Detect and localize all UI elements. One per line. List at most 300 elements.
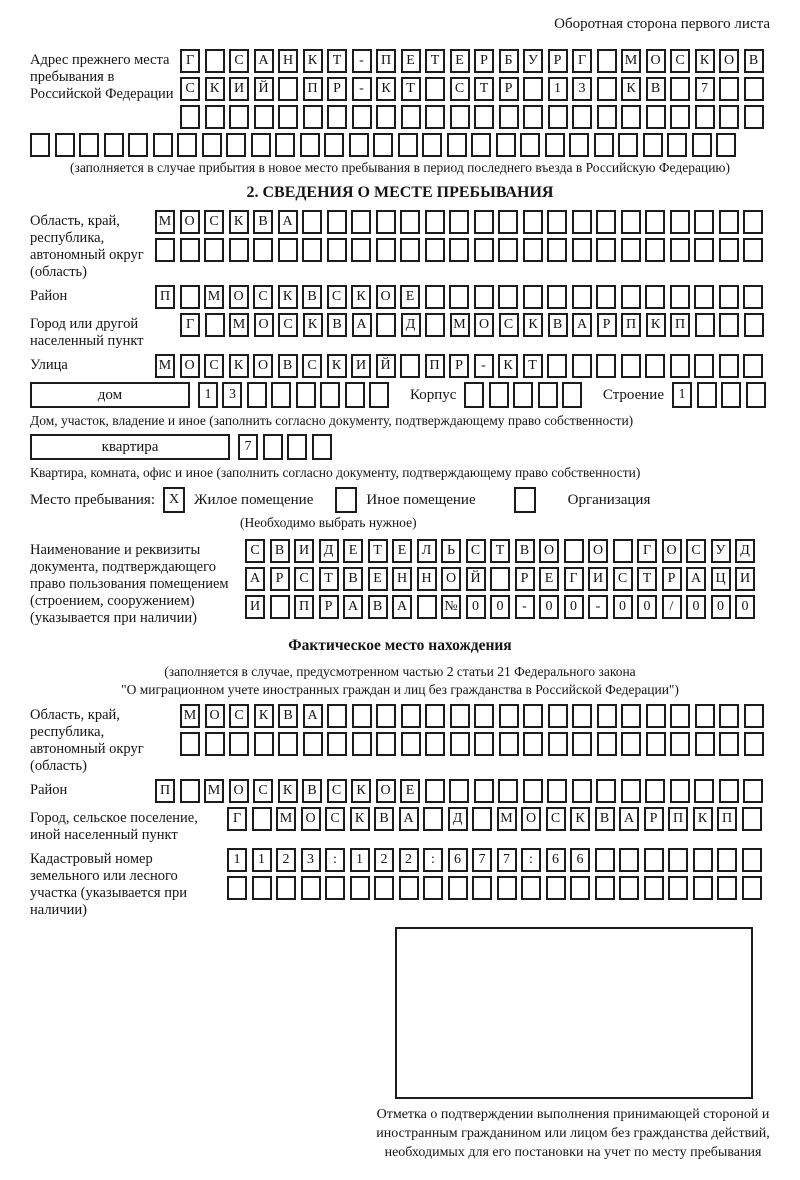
char-box[interactable] [667,133,687,157]
char-box[interactable] [645,210,665,234]
char-box[interactable]: 1 [227,848,247,872]
char-box[interactable]: Р [474,49,494,73]
char-box[interactable] [376,313,396,337]
char-box[interactable]: Т [368,539,388,563]
char-box[interactable]: С [613,567,633,591]
char-box[interactable]: П [303,77,323,101]
house-field-box[interactable] [30,382,190,408]
char-box[interactable] [425,77,445,101]
char-box[interactable]: О [474,313,494,337]
char-box[interactable]: П [155,285,175,309]
char-box[interactable] [226,133,246,157]
char-box[interactable] [719,238,739,262]
char-box[interactable]: 2 [276,848,296,872]
char-box[interactable]: Т [523,354,543,378]
char-box[interactable] [546,876,566,900]
char-box[interactable]: - [515,595,535,619]
char-box[interactable] [523,779,543,803]
char-box[interactable]: В [595,807,615,831]
char-box[interactable] [743,285,763,309]
char-box[interactable] [523,77,543,101]
char-box[interactable]: В [343,567,363,591]
char-box[interactable] [489,382,509,408]
char-box[interactable]: О [646,49,666,73]
char-box[interactable] [55,133,75,157]
char-box[interactable] [719,313,739,337]
char-box[interactable]: Й [466,567,486,591]
char-box[interactable] [716,133,736,157]
char-box[interactable]: К [498,354,518,378]
char-box[interactable]: Г [227,807,247,831]
char-box[interactable]: Л [417,539,437,563]
char-box[interactable]: С [450,77,470,101]
char-box[interactable]: М [155,354,175,378]
char-box[interactable] [719,704,739,728]
char-box[interactable] [180,285,200,309]
char-box[interactable] [572,704,592,728]
char-box[interactable] [376,238,396,262]
char-box[interactable] [742,807,762,831]
char-box[interactable] [548,704,568,728]
char-box[interactable]: А [303,704,323,728]
char-box[interactable] [644,848,664,872]
char-box[interactable]: С [245,539,265,563]
char-box[interactable] [229,105,249,129]
char-box[interactable]: О [254,313,274,337]
char-box[interactable] [719,77,739,101]
char-box[interactable] [229,238,249,262]
char-box[interactable]: Е [401,49,421,73]
char-box[interactable] [645,779,665,803]
char-box[interactable] [596,779,616,803]
char-box[interactable]: С [229,704,249,728]
char-box[interactable] [278,238,298,262]
char-box[interactable]: М [276,807,296,831]
char-box[interactable] [128,133,148,157]
char-box[interactable] [693,876,713,900]
char-box[interactable] [621,779,641,803]
char-box[interactable]: / [662,595,682,619]
char-box[interactable] [202,133,222,157]
char-box[interactable] [464,382,484,408]
char-box[interactable] [320,382,340,408]
char-box[interactable] [498,779,518,803]
char-box[interactable] [449,285,469,309]
char-box[interactable] [327,210,347,234]
char-box[interactable] [619,848,639,872]
char-box[interactable]: О [229,285,249,309]
char-box[interactable]: Е [368,567,388,591]
char-box[interactable] [743,210,763,234]
char-box[interactable] [572,779,592,803]
char-box[interactable] [670,238,690,262]
char-box[interactable]: О [180,354,200,378]
char-box[interactable]: В [253,210,273,234]
char-box[interactable]: Р [515,567,535,591]
char-box[interactable] [670,354,690,378]
char-box[interactable] [327,238,347,262]
char-box[interactable] [538,382,558,408]
char-box[interactable] [498,210,518,234]
char-box[interactable] [597,732,617,756]
char-box[interactable] [449,779,469,803]
char-box[interactable]: Ц [711,567,731,591]
char-box[interactable] [449,238,469,262]
char-box[interactable]: И [351,354,371,378]
char-box[interactable]: 7 [238,434,258,460]
char-box[interactable]: Д [401,313,421,337]
char-box[interactable]: И [735,567,755,591]
char-box[interactable] [349,133,369,157]
char-box[interactable]: С [325,807,345,831]
char-box[interactable] [327,105,347,129]
char-box[interactable]: А [254,49,274,73]
char-box[interactable] [645,238,665,262]
char-box[interactable]: Е [450,49,470,73]
char-box[interactable] [376,732,396,756]
char-box[interactable]: С [499,313,519,337]
char-box[interactable]: С [670,49,690,73]
char-box[interactable]: В [548,313,568,337]
char-box[interactable] [450,105,470,129]
char-box[interactable] [425,238,445,262]
char-box[interactable]: Е [400,285,420,309]
char-box[interactable] [247,382,267,408]
char-box[interactable] [447,133,467,157]
char-box[interactable] [104,133,124,157]
char-box[interactable]: 0 [564,595,584,619]
char-box[interactable]: 0 [613,595,633,619]
char-box[interactable]: Д [319,539,339,563]
char-box[interactable] [697,382,717,408]
char-box[interactable] [471,133,491,157]
char-box[interactable]: К [523,313,543,337]
char-box[interactable]: А [392,595,412,619]
char-box[interactable] [423,876,443,900]
char-box[interactable]: 1 [252,848,272,872]
char-box[interactable] [547,210,567,234]
char-box[interactable]: Н [417,567,437,591]
char-box[interactable] [474,285,494,309]
char-box[interactable]: С [253,779,273,803]
char-box[interactable]: С [466,539,486,563]
char-box[interactable] [204,238,224,262]
char-box[interactable] [301,876,321,900]
char-box[interactable]: А [572,313,592,337]
char-box[interactable] [401,704,421,728]
char-box[interactable] [180,238,200,262]
char-box[interactable]: М [497,807,517,831]
char-box[interactable] [327,732,347,756]
char-box[interactable] [597,49,617,73]
char-box[interactable]: С [302,354,322,378]
char-box[interactable]: О [253,354,273,378]
char-box[interactable]: - [474,354,494,378]
char-box[interactable] [572,105,592,129]
char-box[interactable]: П [670,313,690,337]
char-box[interactable] [548,105,568,129]
char-box[interactable]: О [229,779,249,803]
char-box[interactable]: С [180,77,200,101]
char-box[interactable] [618,133,638,157]
char-box[interactable] [263,434,283,460]
char-box[interactable] [742,876,762,900]
char-box[interactable] [450,732,470,756]
char-box[interactable]: О [719,49,739,73]
char-box[interactable] [513,382,533,408]
char-box[interactable] [694,354,714,378]
char-box[interactable] [450,704,470,728]
char-box[interactable] [271,382,291,408]
char-box[interactable] [562,382,582,408]
char-box[interactable]: 0 [711,595,731,619]
char-box[interactable] [398,133,418,157]
char-box[interactable]: П [621,313,641,337]
char-box[interactable]: К [570,807,590,831]
char-box[interactable]: П [155,779,175,803]
char-box[interactable] [595,848,615,872]
char-box[interactable] [621,238,641,262]
char-box[interactable] [645,354,665,378]
char-box[interactable]: - [352,77,372,101]
char-box[interactable]: В [744,49,764,73]
char-box[interactable] [278,732,298,756]
char-box[interactable]: Р [270,567,290,591]
char-box[interactable] [350,876,370,900]
char-box[interactable]: О [521,807,541,831]
char-box[interactable]: К [327,354,347,378]
char-box[interactable] [572,354,592,378]
char-box[interactable] [743,238,763,262]
char-box[interactable] [613,539,633,563]
char-box[interactable]: М [155,210,175,234]
char-box[interactable] [399,876,419,900]
char-box[interactable] [401,105,421,129]
char-box[interactable]: Г [572,49,592,73]
char-box[interactable]: А [686,567,706,591]
char-box[interactable] [205,105,225,129]
char-box[interactable] [351,238,371,262]
char-box[interactable] [499,704,519,728]
char-box[interactable] [743,779,763,803]
char-box[interactable]: 1 [350,848,370,872]
char-box[interactable] [596,285,616,309]
char-box[interactable]: И [294,539,314,563]
char-box[interactable]: О [301,807,321,831]
char-box[interactable]: Т [401,77,421,101]
char-box[interactable] [646,732,666,756]
char-box[interactable]: И [588,567,608,591]
char-box[interactable]: 0 [466,595,486,619]
char-box[interactable] [594,133,614,157]
char-box[interactable]: Т [474,77,494,101]
char-box[interactable] [474,732,494,756]
char-box[interactable]: Ь [441,539,461,563]
char-box[interactable] [300,133,320,157]
char-box[interactable]: Н [392,567,412,591]
char-box[interactable]: Т [490,539,510,563]
char-box[interactable]: Н [278,49,298,73]
char-box[interactable]: М [180,704,200,728]
char-box[interactable] [351,210,371,234]
char-box[interactable]: 3 [572,77,592,101]
char-box[interactable]: Т [327,49,347,73]
char-box[interactable] [719,732,739,756]
char-box[interactable] [670,732,690,756]
stay-option-checkbox-organization[interactable] [514,487,536,513]
char-box[interactable]: 0 [686,595,706,619]
char-box[interactable] [474,779,494,803]
char-box[interactable]: П [294,595,314,619]
char-box[interactable]: № [441,595,461,619]
char-box[interactable] [619,876,639,900]
char-box[interactable] [251,133,271,157]
char-box[interactable] [693,848,713,872]
char-box[interactable] [376,210,396,234]
char-box[interactable]: Е [539,567,559,591]
char-box[interactable]: С [229,49,249,73]
char-box[interactable] [400,354,420,378]
char-box[interactable] [548,732,568,756]
char-box[interactable] [499,105,519,129]
char-box[interactable] [564,539,584,563]
char-box[interactable] [499,732,519,756]
char-box[interactable] [644,876,664,900]
char-box[interactable] [695,105,715,129]
char-box[interactable] [422,133,442,157]
char-box[interactable] [670,105,690,129]
char-box[interactable] [205,732,225,756]
char-box[interactable]: К [229,210,249,234]
char-box[interactable]: О [539,539,559,563]
char-box[interactable] [425,285,445,309]
char-box[interactable] [352,704,372,728]
char-box[interactable]: А [619,807,639,831]
char-box[interactable] [523,704,543,728]
char-box[interactable] [645,285,665,309]
char-box[interactable]: А [343,595,363,619]
char-box[interactable] [572,285,592,309]
char-box[interactable] [596,354,616,378]
char-box[interactable]: К [229,354,249,378]
char-box[interactable] [303,105,323,129]
char-box[interactable]: 0 [539,595,559,619]
char-box[interactable]: - [588,595,608,619]
char-box[interactable] [153,133,173,157]
char-box[interactable]: О [441,567,461,591]
char-box[interactable] [180,105,200,129]
char-box[interactable] [692,133,712,157]
char-box[interactable]: К [350,807,370,831]
char-box[interactable] [276,876,296,900]
char-box[interactable]: 1 [548,77,568,101]
char-box[interactable]: 1 [198,382,218,408]
char-box[interactable] [670,77,690,101]
char-box[interactable]: В [327,313,347,337]
char-box[interactable]: С [278,313,298,337]
char-box[interactable]: 7 [472,848,492,872]
char-box[interactable]: В [302,779,322,803]
char-box[interactable]: К [621,77,641,101]
char-box[interactable]: Й [376,354,396,378]
char-box[interactable]: Г [637,539,657,563]
char-box[interactable]: Г [564,567,584,591]
char-box[interactable]: О [662,539,682,563]
char-box[interactable] [425,779,445,803]
char-box[interactable] [425,313,445,337]
char-box[interactable] [572,210,592,234]
char-box[interactable] [252,807,272,831]
char-box[interactable] [448,876,468,900]
char-box[interactable] [621,210,641,234]
char-box[interactable] [312,434,332,460]
char-box[interactable] [547,779,567,803]
char-box[interactable]: У [523,49,543,73]
char-box[interactable]: О [588,539,608,563]
char-box[interactable] [278,105,298,129]
char-box[interactable] [425,732,445,756]
char-box[interactable]: Р [644,807,664,831]
char-box[interactable] [270,595,290,619]
char-box[interactable] [547,354,567,378]
char-box[interactable]: 0 [637,595,657,619]
char-box[interactable] [621,704,641,728]
char-box[interactable] [621,105,641,129]
char-box[interactable] [744,732,764,756]
char-box[interactable]: К [254,704,274,728]
char-box[interactable]: А [352,313,372,337]
char-box[interactable] [545,133,565,157]
char-box[interactable]: А [399,807,419,831]
char-box[interactable] [296,382,316,408]
char-box[interactable]: Р [662,567,682,591]
char-box[interactable]: С [253,285,273,309]
char-box[interactable]: 3 [222,382,242,408]
char-box[interactable] [621,354,641,378]
char-box[interactable] [498,285,518,309]
char-box[interactable]: В [278,704,298,728]
char-box[interactable] [523,238,543,262]
char-box[interactable] [694,210,714,234]
stay-option-checkbox-other[interactable] [335,487,357,513]
char-box[interactable]: М [621,49,641,73]
char-box[interactable] [643,133,663,157]
char-box[interactable] [180,779,200,803]
char-box[interactable]: В [368,595,388,619]
char-box[interactable] [547,238,567,262]
char-box[interactable]: В [302,285,322,309]
char-box[interactable]: К [205,77,225,101]
char-box[interactable]: Е [400,779,420,803]
char-box[interactable]: С [327,779,347,803]
char-box[interactable] [254,732,274,756]
char-box[interactable]: Р [597,313,617,337]
char-box[interactable] [719,285,739,309]
char-box[interactable]: К [303,313,323,337]
char-box[interactable] [695,313,715,337]
char-box[interactable] [474,704,494,728]
char-box[interactable] [596,210,616,234]
char-box[interactable] [490,567,510,591]
char-box[interactable] [496,133,516,157]
apartment-field-box[interactable] [30,434,230,460]
char-box[interactable] [401,732,421,756]
char-box[interactable]: П [376,49,396,73]
char-box[interactable]: 3 [301,848,321,872]
char-box[interactable]: Р [548,49,568,73]
char-box[interactable] [597,77,617,101]
char-box[interactable]: М [204,779,224,803]
